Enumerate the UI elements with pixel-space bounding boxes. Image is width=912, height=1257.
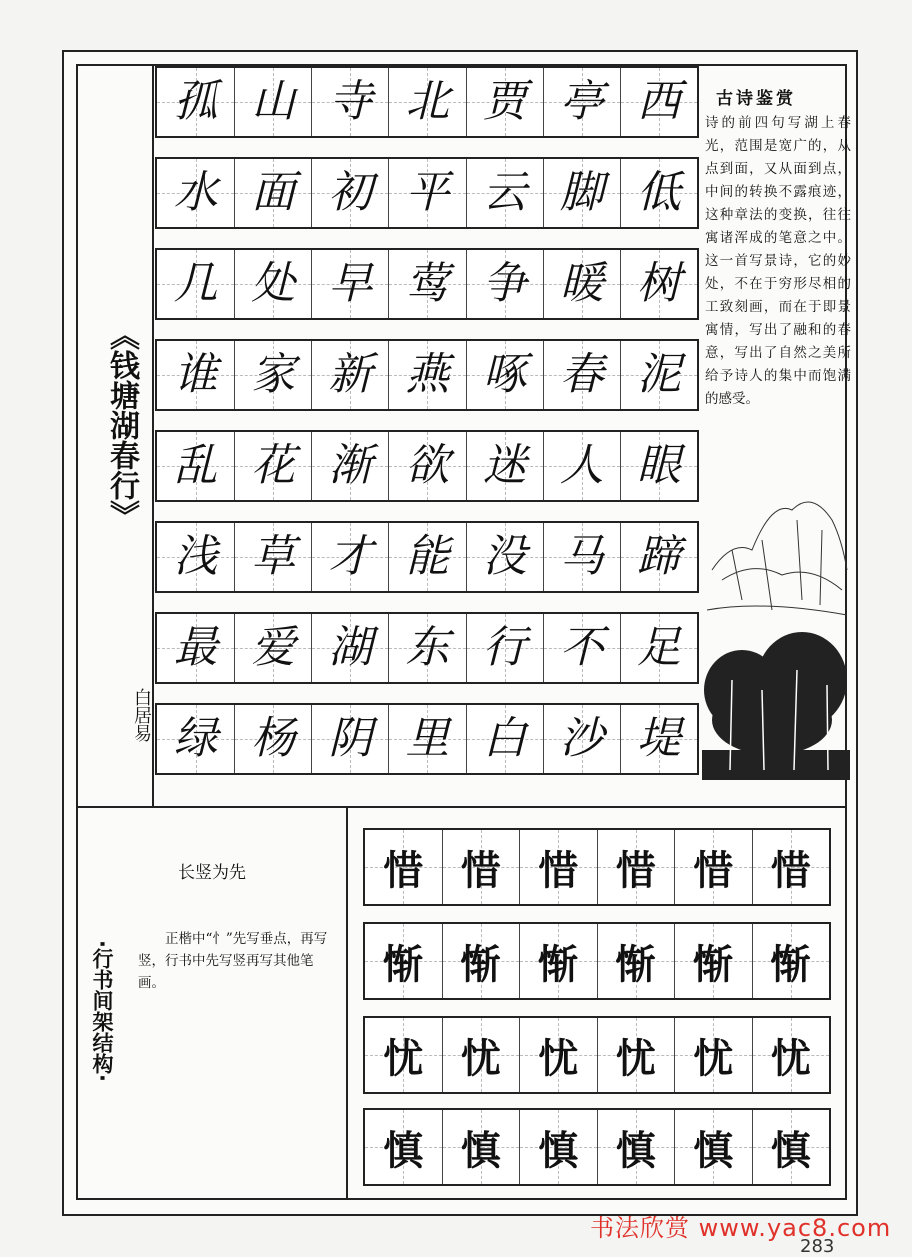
poem-character: 蹄 <box>620 523 697 591</box>
poem-character: 渐 <box>311 432 388 500</box>
poem-character: 堤 <box>620 705 697 773</box>
practice-character: 忧 <box>674 1018 752 1092</box>
practice-character: 惜 <box>519 830 597 904</box>
practice-character: 忧 <box>752 1018 830 1092</box>
practice-left-rule <box>346 806 348 1200</box>
poem-title: 《钱塘湖春行》 <box>104 320 139 530</box>
bottom-inner-rule <box>76 1198 846 1200</box>
practice-character: 慎 <box>365 1110 442 1184</box>
poem-character: 家 <box>234 341 311 409</box>
poem-row <box>155 612 699 684</box>
poem-character: 能 <box>388 523 465 591</box>
practice-character: 惜 <box>597 830 675 904</box>
poem-character: 北 <box>388 68 465 136</box>
practice-character: 惜 <box>674 830 752 904</box>
poem-character: 水 <box>157 159 234 227</box>
poem-character: 山 <box>234 68 311 136</box>
practice-character: 忧 <box>365 1018 442 1092</box>
practice-character: 惭 <box>752 924 830 998</box>
practice-character: 忧 <box>597 1018 675 1092</box>
poem-grid <box>155 66 699 792</box>
poem-character: 云 <box>466 159 543 227</box>
practice-row <box>363 1016 831 1094</box>
poem-row <box>155 703 699 775</box>
appreciation-title: 古诗鉴赏 <box>716 89 796 109</box>
poem-character: 眼 <box>620 432 697 500</box>
poem-character: 乱 <box>157 432 234 500</box>
poem-character: 草 <box>234 523 311 591</box>
practice-character: 慎 <box>442 1110 520 1184</box>
poem-character: 争 <box>466 250 543 318</box>
poem-row <box>155 339 699 411</box>
poem-character: 没 <box>466 523 543 591</box>
poem-character: 初 <box>311 159 388 227</box>
practice-character: 惜 <box>365 830 442 904</box>
poem-character: 低 <box>620 159 697 227</box>
poem-character: 阴 <box>311 705 388 773</box>
poem-character: 不 <box>543 614 620 682</box>
poem-character: 燕 <box>388 341 465 409</box>
poem-character: 孤 <box>157 68 234 136</box>
poem-character: 树 <box>620 250 697 318</box>
practice-row <box>363 1108 831 1186</box>
practice-row <box>363 922 831 1000</box>
poem-character: 谁 <box>157 341 234 409</box>
poem-character: 足 <box>620 614 697 682</box>
poem-character: 花 <box>234 432 311 500</box>
poem-character: 迷 <box>466 432 543 500</box>
practice-character: 慎 <box>597 1110 675 1184</box>
poem-character: 爱 <box>234 614 311 682</box>
section-text: 正楷中“忄”先写垂点，再写竖，行书中先写竖再写其他笔画。 <box>138 931 328 991</box>
section-divider <box>76 806 846 808</box>
poem-character: 西 <box>620 68 697 136</box>
poem-character: 里 <box>388 705 465 773</box>
poem-character: 杨 <box>234 705 311 773</box>
practice-character: 慎 <box>674 1110 752 1184</box>
poem-character: 啄 <box>466 341 543 409</box>
poem-character: 沙 <box>543 705 620 773</box>
poem-character: 脚 <box>543 159 620 227</box>
left-inner-rule <box>76 64 78 1200</box>
poem-character: 东 <box>388 614 465 682</box>
poem-character: 湖 <box>311 614 388 682</box>
practice-character: 惭 <box>519 924 597 998</box>
poem-character: 春 <box>543 341 620 409</box>
poem-row <box>155 66 699 138</box>
practice-character: 惭 <box>597 924 675 998</box>
practice-character: 慎 <box>519 1110 597 1184</box>
landscape-illustration <box>702 480 850 790</box>
poem-character: 莺 <box>388 250 465 318</box>
poem-character: 行 <box>466 614 543 682</box>
poem-row <box>155 248 699 320</box>
poem-character: 绿 <box>157 705 234 773</box>
practice-character: 慎 <box>752 1110 830 1184</box>
poem-character: 白 <box>466 705 543 773</box>
practice-character: 惭 <box>674 924 752 998</box>
poem-character: 寺 <box>311 68 388 136</box>
practice-character: 惭 <box>365 924 442 998</box>
practice-character: 忧 <box>442 1018 520 1092</box>
appreciation-body: 诗的前四句写湖上春光，范围是宽广的，从点到面，又从面到点，中间的转换不露痕迹，这种章法的变换，往往寓诸浑成的笔意之中。这一首写景诗，它的妙处，不在于穷形尽相的工致刻画，而在于即景寓情，写出了融和的春意，写出了自然之美所给予诗人的集中而饱满的感受。 <box>705 115 851 407</box>
poem-character: 暖 <box>543 250 620 318</box>
practice-row <box>363 828 831 906</box>
poem-character: 平 <box>388 159 465 227</box>
poem-character: 浅 <box>157 523 234 591</box>
practice-character: 惭 <box>442 924 520 998</box>
poem-character: 面 <box>234 159 311 227</box>
poem-character: 才 <box>311 523 388 591</box>
watermark: 书法欣赏 www.yac8.com <box>590 1214 892 1242</box>
poem-row <box>155 157 699 229</box>
poem-left-rule <box>152 64 154 806</box>
poem-character: 最 <box>157 614 234 682</box>
section-vertical-title: ·行书间架结构· <box>90 940 114 1082</box>
poem-row <box>155 430 699 502</box>
poem-character: 人 <box>543 432 620 500</box>
practice-character: 惜 <box>442 830 520 904</box>
poem-character: 马 <box>543 523 620 591</box>
poem-character: 几 <box>157 250 234 318</box>
poem-character: 早 <box>311 250 388 318</box>
poem-character: 亭 <box>543 68 620 136</box>
practice-character: 惜 <box>752 830 830 904</box>
page-number: 283 <box>800 1236 835 1257</box>
practice-character: 忧 <box>519 1018 597 1092</box>
poem-character: 欲 <box>388 432 465 500</box>
poem-character: 新 <box>311 341 388 409</box>
poem-character: 贾 <box>466 68 543 136</box>
poem-character: 泥 <box>620 341 697 409</box>
poem-character: 处 <box>234 250 311 318</box>
poem-row <box>155 521 699 593</box>
section-heading: 长竖为先 <box>178 863 246 883</box>
poem-author: 白居易 <box>131 688 152 742</box>
